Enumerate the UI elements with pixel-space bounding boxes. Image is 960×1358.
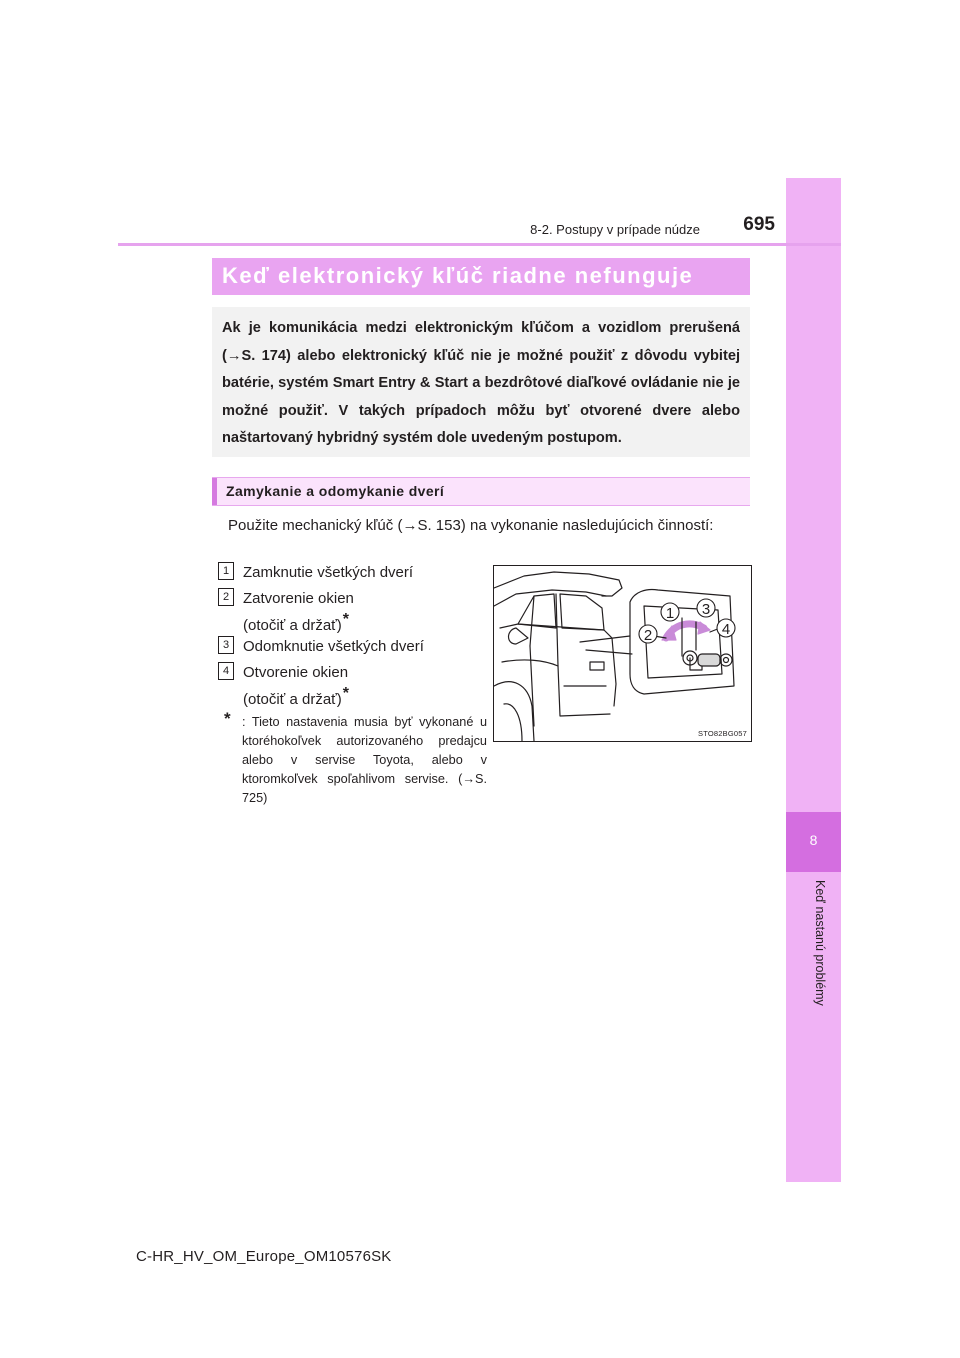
callout-3: 3 [701,601,711,618]
step-subtext: (otočiť a držať) [243,691,342,708]
step-number-box: 3 [218,636,234,654]
footnote-text: : Tieto nastavenia musia byť vykonané u ktoréhokoľvek autorizovaného predajcu alebo v servise Toyota, alebo v ktoromkoľvek spoľahlivom servise. (→S. 725) [242,715,487,805]
illustration-frame [493,565,752,742]
step-text-line2 [243,609,349,636]
chapter-side-tab [786,178,841,1182]
subheading-text: Zamykanie a odomykanie dverí [226,483,445,499]
step-text: Otvorenie okien [243,664,349,681]
step-text: Odomknutie všetkých dverí [243,638,424,655]
step-number-box: 1 [218,562,234,580]
step-text: Zatvorenie okien [243,590,354,607]
document-code: C-HR_HV_OM_Europe_OM10576SK [136,1248,392,1265]
page-title: Keď elektronický kľúč riadne nefunguje [222,263,694,288]
header-section-title: 8-2. Postupy v prípade núdze [530,222,700,237]
illustration-code: STO82BG057 [698,729,747,738]
chapter-number: 8 [809,832,818,848]
step-text: Zamknutie všetkých dverí [243,564,414,581]
step-number-box: 2 [218,588,234,606]
page-number: 695 [743,214,775,235]
subheading-accent [212,478,217,505]
title-bar [212,258,750,295]
body-text: Použite mechanický kľúč (→S. 153) na vykonanie nasledujúcich činností: [228,517,714,534]
step-text-line2 [243,683,349,710]
intro-text: Ak je komunikácia medzi elektronickým kľúčom a vozidlom prerušená (→S. 174) alebo elektronický kľúč nie je možné použiť z dôvodu vybitej batérie, systém Smart Entry & Start a bezdrôtové diaľkové ovládanie nie je možné použiť. V takých prípadoch môžu byť otvorené dvere alebo naštartovaný hybridný systém dole uvedeným postupom. [222,320,740,446]
header-rule [118,243,841,246]
step-subtext: (otočiť a držať) [243,617,342,634]
car-door-key-illustration [494,566,751,741]
subheading-bar [212,477,750,506]
step-number-box: 4 [218,662,234,680]
callout-2: 2 [643,627,653,644]
asterisk-marker: * [342,611,350,628]
callout-1: 1 [665,605,675,622]
footnote-marker: * [224,709,231,728]
asterisk-marker: * [342,685,350,702]
intro-box [212,307,750,457]
footnote [224,709,487,808]
callout-4: 4 [721,621,731,638]
chapter-title: Keď nastanú problémy [813,880,827,1006]
